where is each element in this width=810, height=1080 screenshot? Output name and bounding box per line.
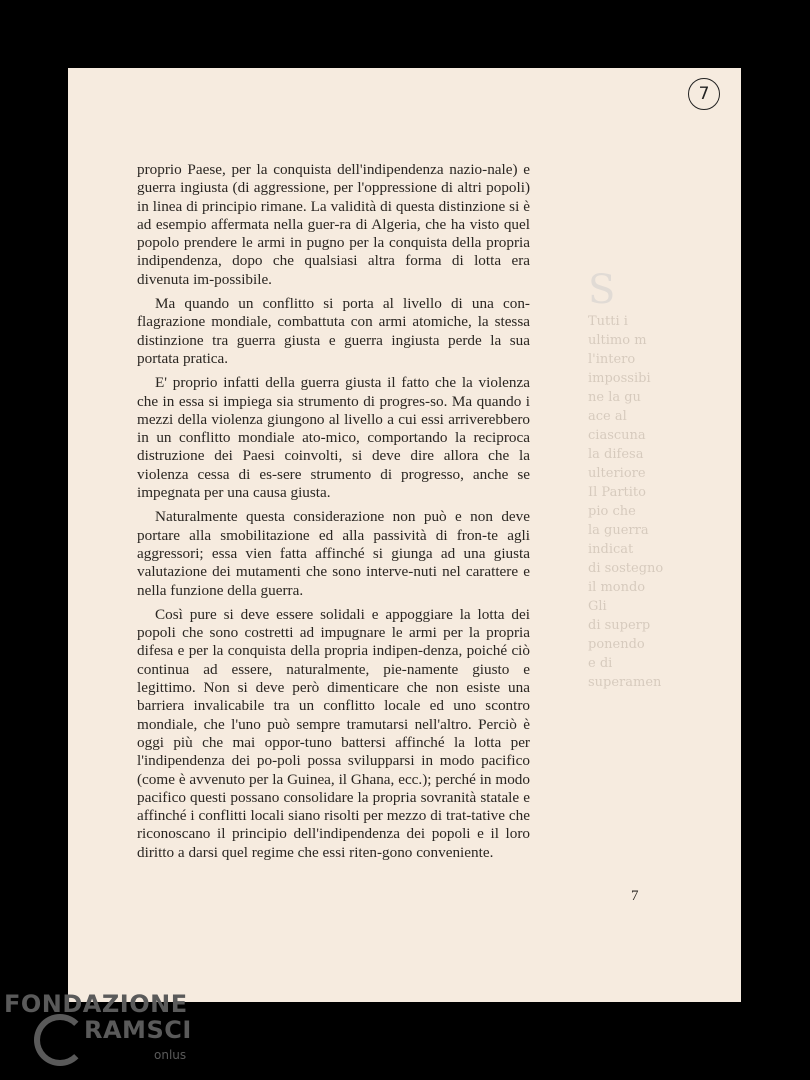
paragraph: Ma quando un conflitto si porta al livello di una con-flagrazione mondiale, combattuta con armi atomiche, la stessa distinzione tra guerra giusta e guerra ingiusta perde la sua portata pratica. [137,295,530,367]
bleed-through-text: S Tutti i ultimo m l'intero impossibi ne la gu ace al ciascuna la difesa ulteriore Il Partito pio che la guerra indicat di sostegno il mondo Gli di superp ponendo e di superamen [588,268,664,690]
paragraph: Così pure si deve essere solidali e appoggiare la lotta dei popoli che sono costretti ad impugnare le armi per la propria difesa e per la conquista della propria indipen-denza, poiché ciò continua ad essere, naturalmente, pie-namente giusto e legittimo. Non si deve però dimenticare che non esiste una barriera invalicabile tra un conflitto locale ed uno scontro mondiale, che l'uno può sempre tramutarsi nell'altro. Perciò è oggi più che mai oppor-tuno battersi affinché la lotta per l'indipendenza dei po-poli possa svilupparsi in modo pacifico (come è avvenuto per la Guinea, il Ghana, ecc.); perché in modo pacifico questi possano consolidare la propria sovranità statale e affinché i conflitti locali siano risolti per mezzo di trat-tative che riconoscano il principio dell'indipendenza dei popoli e il loro diritto a darsi quel regime che essi riten-gono conveniente. [137,605,530,861]
watermark-line3: onlus [154,1048,187,1062]
paragraph: Naturalmente questa considerazione non può e non deve portare alla smobilitazione ed alla passività di fron-te agli aggressori; essa vien fatta affinché si giunga ad una giusta valutazione dei mutamenti che sono interve-nuti nel carattere e nella funzione della guerra. [137,508,530,599]
paragraph: proprio Paese, per la conquista dell'indipendenza nazio-nale) e guerra ingiusta (di aggressione, per l'oppressione di altri popoli) in linea di principio rimane. La validità di questa distinzione si è ad esempio affermata nella guer-ra di Algeria, che ha visto quel popolo prendere le armi in pugno per la conquista della propria indipendenza, dopo che qualsiasi altra forma di lotta era divenuta im-possibile. [137,161,530,288]
g-logo-icon [34,1014,86,1066]
watermark-line2: RAMSCI [84,1016,192,1044]
body-text [137,161,530,868]
handwritten-page-mark [688,78,720,110]
page-number: 7 [631,888,639,904]
watermark-line1: FONDAZIONE [4,990,188,1018]
fondazione-gramsci-watermark [4,990,204,1070]
paragraph: E' proprio infatti della guerra giusta il fatto che la violenza che in essa si impiega sia strumento di progres-so. Ma quando i mezzi della violenza giungono al livello a cui essi arriverebbero in un conflitto mondiale ato-mico, comportando la reciproca distruzione dei Paesi coinvolti, si deve dire allora che la violenza cessa di es-sere strumento di progresso, anche se impegnata per una causa giusta. [137,374,530,502]
document-page [68,68,741,1002]
page-mark-text: 7 [698,84,710,104]
